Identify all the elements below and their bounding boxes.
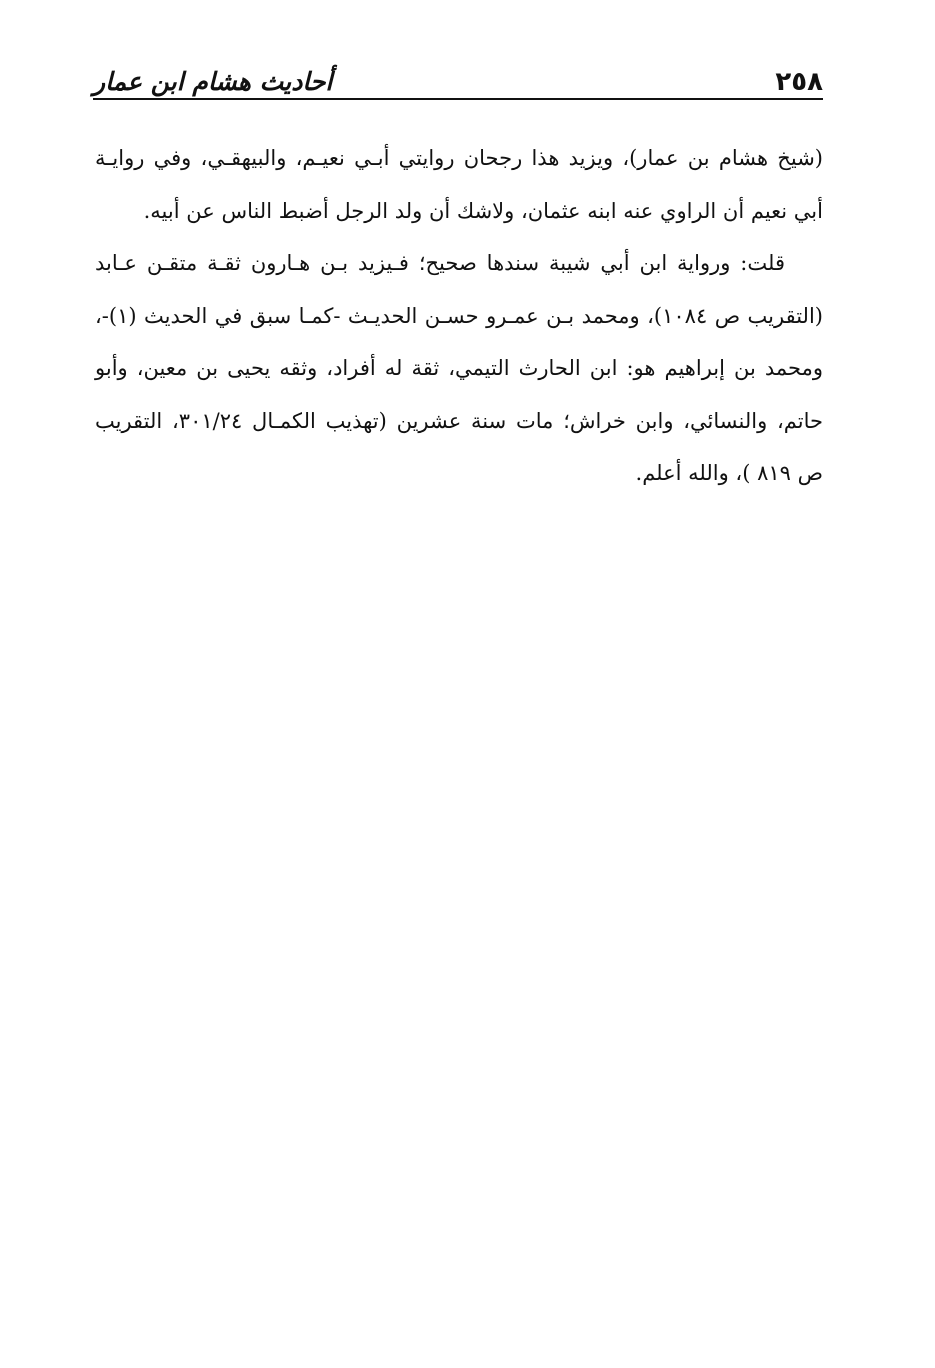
- paragraph-qultu: قلت: ورواية ابن أبي شيبة سندها صحيح؛ فـيزيد بـن هـارون ثقـة متقـن عـابد (التقريب ص ١٠٨٤)، ومحمد بـن عمـرو حسـن الحديـث -كمـا سبق في الحديث (١)-، ومحمد بن إبراهيم هو: ابن الحارث التيمي، ثقة له أفراد، وثقه يحيى بن معين، وأبو حاتم، والنسائي، وابن خراش؛ مات سنة عشرين (تهذيب الكمـال ٣٠١/٢٤، التقريب ص ٨١٩ )، والله أعلم.: [95, 251, 823, 485]
- paragraph-continuation: (شيخ هشام بن عمار)، ويزيد هذا رجحان روايتي أبـي نعيـم، والبيهقـي، وفي روايـة أبي نعيم أن الراوي عنه ابنه عثمان، ولاشك أن ولد الرجل أضبط الناس عن أبيه.: [95, 146, 823, 223]
- page-number: ٢٥٨: [775, 67, 823, 97]
- book-title: أحاديث هشام ابن عمار: [93, 67, 333, 96]
- header-rule: [93, 98, 823, 100]
- running-head: [93, 58, 823, 98]
- body-text: [95, 132, 823, 500]
